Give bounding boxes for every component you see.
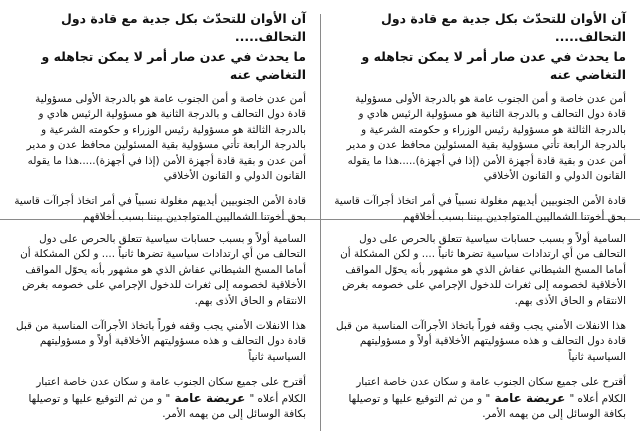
paragraph: هذا الانفلات الأمني يجب وقفه فوراً باتخاذ الأجراآت المناسبة من قبل قادة دول التحالف و هذه مسؤوليتهم الأخلاقية أولاً و مسؤوليتهم السياسية ثانياً [15, 320, 306, 363]
proposal-text-end: " و من ثم التوقيع عليها و توصيلها بكافة الوسائل إلى من يهمه الأمر. [348, 392, 626, 421]
vertical-divider [320, 14, 321, 431]
paragraph: السامية أولاً و بسبب حسابات سياسية تتعلق بالحرص على دول التحالف من أي ارتدادات سياسية تضرها ثانياً .... و لكن المشكلة أن أماما المسخ الشيطاني عفاش الذي هو مشهور بأنه يحوّل المواقف الأخلاقية لخصومه إلى ثغرات للدخول الإجرامي على خصومه بغرض الانتقام و الحاق الأذى بهم. [340, 233, 626, 307]
paragraph: السامية أولاً و بسبب حسابات سياسية تتعلق بالحرص على دول التحالف من أي ارتدادات سياسية تضرها ثانياً .... و لكن المشكلة أن أماما المسخ الشيطاني عفاش الذي هو مشهور بأنه يحوّل المواقف الأخلاقية لخصومه إلى ثغرات للدخول الإجرامي على خصومه بغرض الانتقام و الحاق الأذى بهم. [20, 233, 306, 307]
main-heading: آن الأوان للتحدّث بكل جدية مع قادة دول التحالف..... [380, 11, 626, 44]
sub-heading: ما يحدث في عدن صار أمر لا يمكن تجاهله و التغاضي عنه [361, 49, 626, 82]
top-left-text-block [14, 10, 306, 223]
bottom-right-text-block [334, 232, 626, 440]
paragraph: أمن عدن خاصة و أمن الجنوب عامة هو بالدرجة الأولى مسؤولية قادة دول التحالف و بالدرجة الثانية هو مسؤولية الرئيس هادي و بالدرجة الثالثة هو مسؤولية رئيس الوزراء و حكومته الشرعية و بالدرجة الرابعة تأتي مسؤولية بقية المسئولين محافظ عدن و مدير أمن عدن و بقية قادة أجهزة الأمن (إذا في أجهزة).....هذا ما يقوله القانون الدولي و القانون الأخلاقي [26, 93, 306, 183]
proposal-paragraph [14, 375, 306, 422]
bottom-left-text-block [14, 232, 306, 440]
main-heading: آن الأوان للتحدّث بكل جدية مع قادة دول التحالف..... [60, 11, 306, 44]
paragraph: قادة الأمن الجنوبيين أيديهم مغلولة نسبياً في أمر اتخاذ أجراآت قاسية بحق أخوتنا الشماليين المتواجدين بيننا بسبب أخلاقهم [334, 195, 626, 223]
proposal-text-start: أقترح على جميع سكان الجنوب عامة و سكان عدن خاصة اعتبار الكلام أعلاه " [36, 376, 306, 405]
top-right-text-block [334, 10, 626, 223]
petition-term: عريضة عامة [170, 390, 250, 405]
proposal-text-end: " و من ثم التوقيع عليها و توصيلها بكافة الوسائل إلى من يهمه الأمر. [28, 392, 306, 421]
petition-term: عريضة عامة [490, 390, 570, 405]
paragraph: قادة الأمن الجنوبيين أيديهم مغلولة نسبياً في أمر اتخاذ أجراآت قاسية بحق أخوتنا الشماليين المتواجدين بيننا بسبب أخلاقهم [14, 195, 306, 223]
paragraph: هذا الانفلات الأمني يجب وقفه فوراً باتخاذ الأجراآت المناسبة من قبل قادة دول التحالف و هذه مسؤوليتهم الأخلاقية أولاً و مسؤوليتهم السياسية ثانياً [335, 320, 626, 363]
proposal-paragraph [334, 375, 626, 422]
paragraph: أمن عدن خاصة و أمن الجنوب عامة هو بالدرجة الأولى مسؤولية قادة دول التحالف و بالدرجة الثانية هو مسؤولية الرئيس هادي و بالدرجة الثالثة هو مسؤولية رئيس الوزراء و حكومته الشرعية و بالدرجة الرابعة تأتي مسؤولية بقية المسئولين محافظ عدن و مدير أمن عدن و بقية قادة أجهزة الأمن (إذا في أجهزة).....هذا ما يقوله القانون الدولي و القانون الأخلاقي [346, 93, 626, 183]
sub-heading: ما يحدث في عدن صار أمر لا يمكن تجاهله و التغاضي عنه [41, 49, 306, 82]
proposal-text-start: أقترح على جميع سكان الجنوب عامة و سكان عدن خاصة اعتبار الكلام أعلاه " [356, 376, 626, 405]
